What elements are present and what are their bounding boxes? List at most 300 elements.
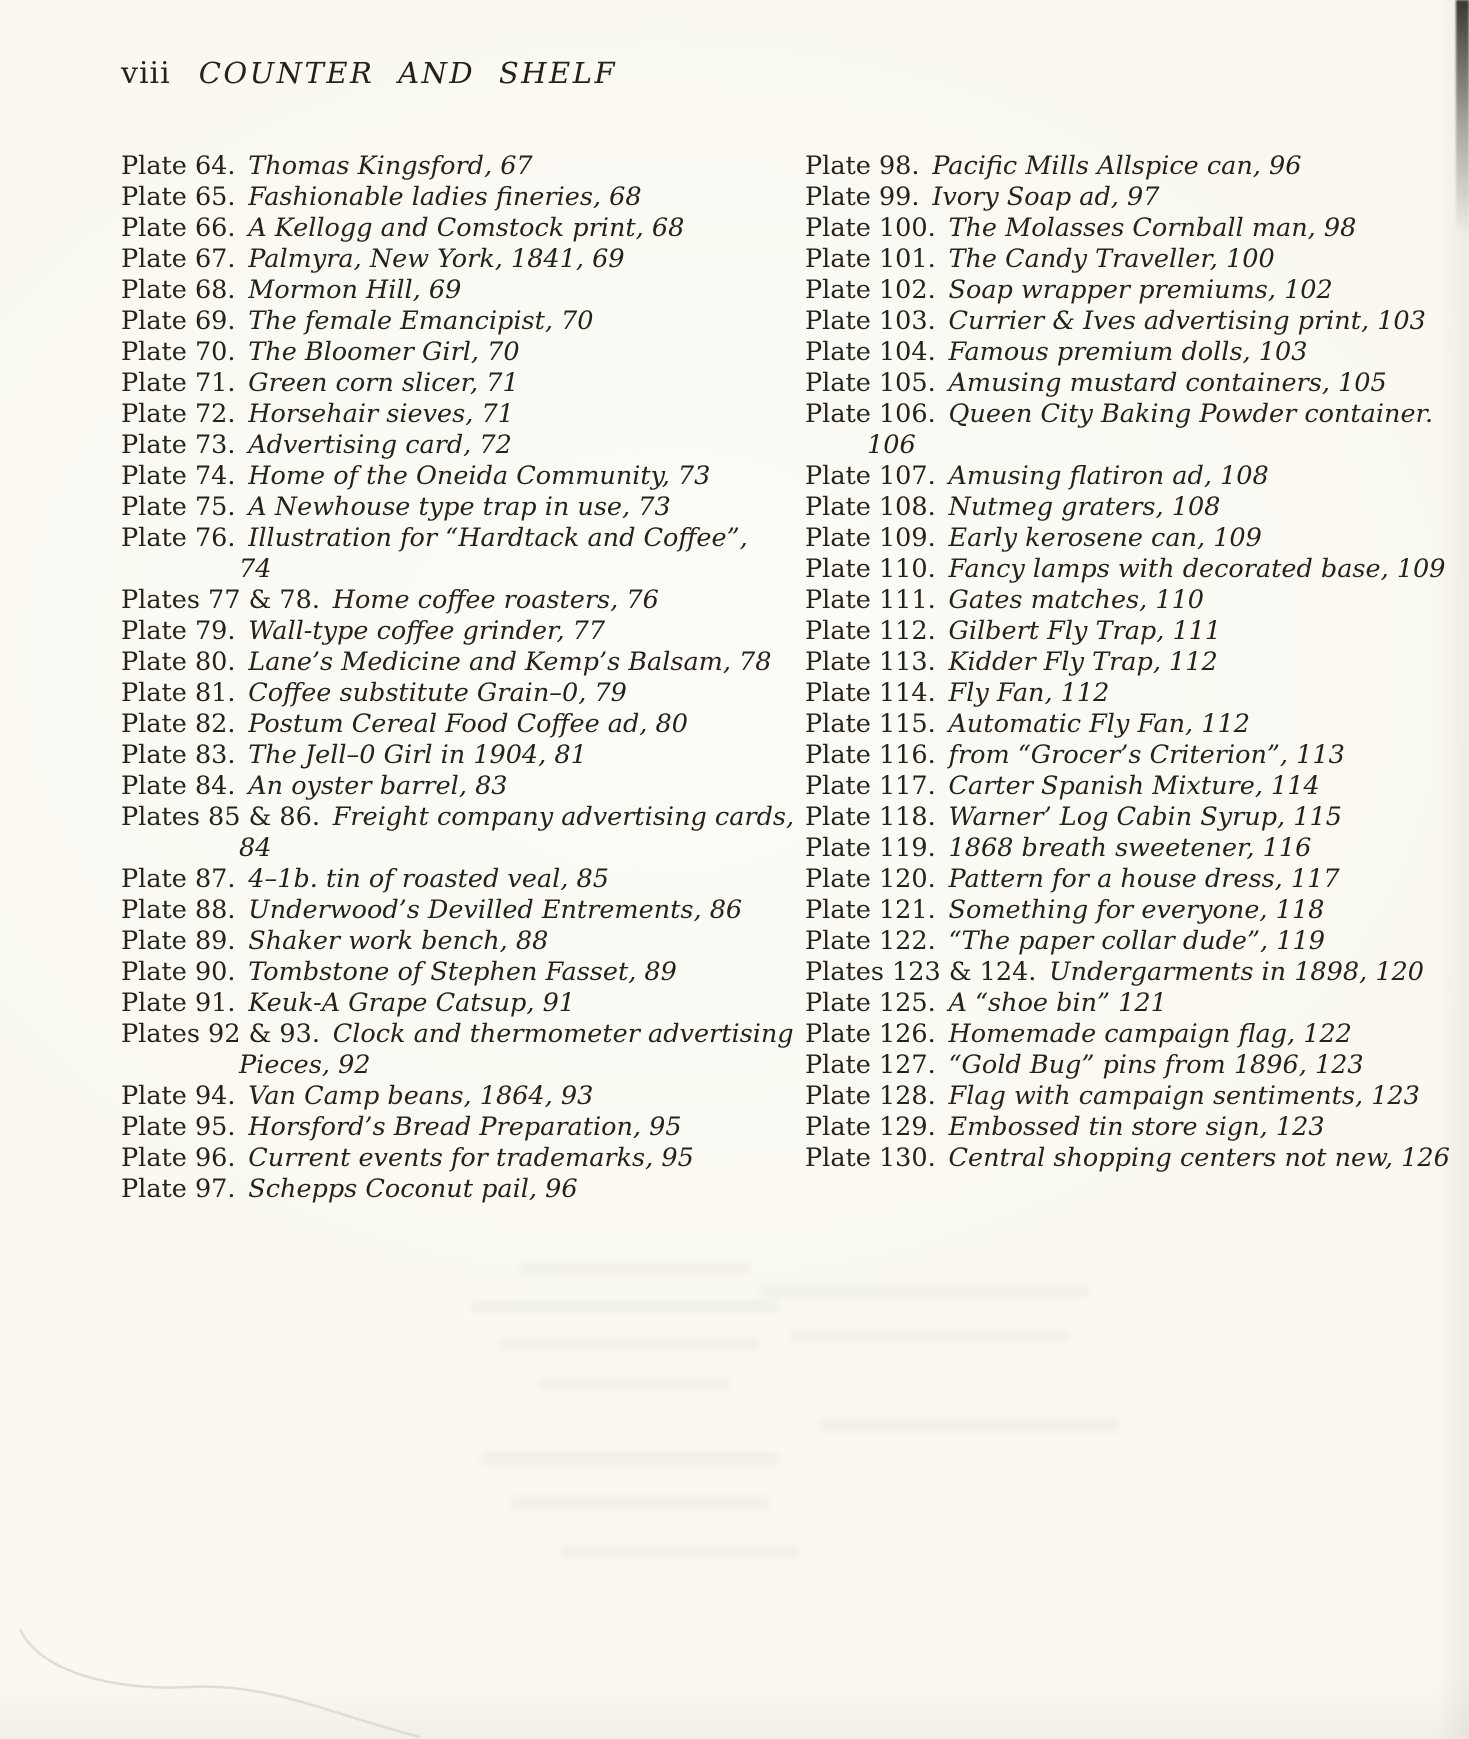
plate-entry	[121, 213, 761, 244]
plate-label: Plate 129.	[805, 1112, 936, 1142]
plate-label: Plate 74.	[121, 461, 236, 491]
plate-entry-line	[805, 864, 1469, 895]
plate-label: Plate 65.	[121, 182, 236, 212]
plate-label: Plate 98.	[805, 151, 920, 181]
plate-entry	[805, 399, 1469, 461]
plate-page-number: 93	[560, 1081, 594, 1111]
plate-entry	[805, 740, 1469, 771]
plate-label: Plate 102.	[805, 275, 936, 305]
plate-entry-line	[805, 492, 1469, 523]
plate-entry	[805, 585, 1469, 616]
plate-title: Embossed tin store sign,	[948, 1112, 1268, 1142]
plate-entry	[121, 740, 761, 771]
plate-title: Pacific Mills Allspice can,	[932, 151, 1261, 181]
plate-title: Keuk-A Grape Catsup,	[248, 988, 535, 1018]
plate-entry	[121, 616, 761, 647]
plate-entry-line	[805, 1081, 1469, 1112]
plate-page-number: 123	[1314, 1050, 1364, 1080]
plate-title: Thomas Kingsford,	[248, 151, 493, 181]
plate-title: Gates matches,	[948, 585, 1148, 615]
plate-entry	[805, 802, 1469, 833]
plate-entry	[805, 1081, 1469, 1112]
plate-title: Freight company advertising cards,	[332, 802, 795, 832]
plate-entry	[121, 368, 761, 399]
plate-entry	[121, 306, 761, 337]
plate-title: A “shoe bin”	[948, 988, 1111, 1018]
plate-entry-line	[805, 1050, 1469, 1081]
plate-entry	[805, 306, 1469, 337]
plate-entry-line	[805, 182, 1469, 213]
plate-title: Illustration for “Hardtack and Coffee”,	[248, 523, 748, 553]
plate-entry-line	[121, 1143, 761, 1174]
plate-title: Kidder Fly Trap,	[948, 647, 1161, 677]
plate-title: Fancy lamps with decorated base,	[948, 554, 1389, 584]
plate-entry-line	[121, 1081, 761, 1112]
plate-page-number: 112	[1060, 678, 1110, 708]
plate-label: Plate 70.	[121, 337, 236, 367]
plate-entry	[121, 151, 761, 182]
plate-label: Plate 113.	[805, 647, 936, 677]
plate-entry-line	[121, 864, 761, 895]
plate-title: Van Camp beans, 1864,	[248, 1081, 553, 1111]
plate-title: Advertising card,	[248, 430, 472, 460]
plate-entry-line	[121, 802, 795, 833]
plate-page-number: 98	[1323, 213, 1357, 243]
plate-title: Homemade campaign flag,	[948, 1019, 1296, 1049]
plate-entry-line	[805, 833, 1469, 864]
plate-entry	[121, 1143, 761, 1174]
plate-page-number: 88	[515, 926, 549, 956]
plate-label: Plate 108.	[805, 492, 936, 522]
plate-page-number: 97	[1127, 182, 1160, 212]
plate-page-number: 120	[1375, 957, 1424, 987]
plate-entry-line	[121, 895, 761, 926]
plate-label: Plate 91.	[121, 988, 236, 1018]
plate-label: Plate 84.	[121, 771, 236, 801]
plate-entry-line	[121, 616, 761, 647]
plate-entry-line	[805, 771, 1469, 802]
plate-title: Pattern for a house dress,	[948, 864, 1283, 894]
plate-title: Home of the Oneida Community,	[248, 461, 670, 491]
plate-entry-line	[805, 275, 1469, 306]
plate-title: Shaker work bench,	[248, 926, 508, 956]
plate-page-number: 109	[1396, 554, 1446, 584]
plate-page-number: 117	[1290, 864, 1340, 894]
plate-page-number: 110	[1155, 585, 1205, 615]
plate-entry-line	[121, 492, 761, 523]
bleed-through-smudge	[480, 1452, 780, 1466]
scan-edge-shadow	[1456, 0, 1469, 235]
plate-entry-line	[121, 461, 761, 492]
plate-label: Plate 97.	[121, 1174, 236, 1204]
plate-title: The Molasses Cornball man,	[948, 213, 1316, 243]
plate-page-number: 115	[1293, 802, 1342, 832]
plate-title: A Kellogg and Comstock print,	[248, 213, 644, 243]
plate-page-number: 119	[1276, 926, 1325, 956]
plate-title: Postum Cereal Food Coffee ad,	[248, 709, 648, 739]
bleed-through-smudge	[560, 1545, 800, 1559]
plate-page-number: 100	[1226, 244, 1275, 274]
plate-title: Clock and thermometer advertising	[332, 1019, 794, 1049]
plate-page-number: 121	[1118, 988, 1167, 1018]
plate-entry-line	[805, 988, 1469, 1019]
plate-entry	[121, 802, 795, 864]
plate-label: Plate 90.	[121, 957, 236, 987]
plate-entry-line	[805, 616, 1469, 647]
plate-page-number: 73	[677, 461, 711, 491]
plate-title: An oyster barrel,	[248, 771, 467, 801]
plate-label: Plate 79.	[121, 616, 236, 646]
plate-title: Mormon Hill,	[248, 275, 421, 305]
plate-entry	[805, 1050, 1469, 1081]
plate-entry	[121, 585, 761, 616]
plate-label: Plate 72.	[121, 399, 236, 429]
plate-page-number: 96	[545, 1174, 578, 1204]
plate-entry	[805, 833, 1469, 864]
plate-page-number: 95	[661, 1143, 694, 1173]
plate-entry-line	[805, 306, 1469, 337]
plate-entry-line	[121, 957, 761, 988]
plate-label: Plate 116.	[805, 740, 936, 770]
plate-entry-line	[805, 585, 1469, 616]
plate-label: Plate 110.	[805, 554, 936, 584]
plate-label: Plate 69.	[121, 306, 236, 336]
plate-entry-line	[121, 151, 761, 182]
plate-label: Plate 104.	[805, 337, 936, 367]
plate-label: Plate 82.	[121, 709, 236, 739]
plate-title: Soap wrapper premiums,	[948, 275, 1276, 305]
plate-entry	[805, 616, 1469, 647]
plate-entry	[805, 771, 1469, 802]
plate-entry	[805, 1143, 1469, 1174]
plate-page-number: 116	[1262, 833, 1312, 863]
plate-entry	[121, 275, 761, 306]
plate-page-number: 109	[1213, 523, 1262, 553]
bleed-through-smudge	[790, 1330, 1070, 1343]
bleed-through-smudge	[500, 1338, 760, 1351]
plate-label: Plate 87.	[121, 864, 236, 894]
plate-label: Plate 96.	[121, 1143, 236, 1173]
plate-entry-line	[121, 213, 761, 244]
plate-entry	[121, 1174, 761, 1205]
plate-title: Famous premium dolls,	[948, 337, 1251, 367]
plate-title: Currier & Ives advertising print,	[948, 306, 1370, 336]
running-head	[121, 56, 617, 91]
plate-entry-line	[805, 151, 1469, 182]
plate-entry	[121, 1019, 794, 1081]
plate-page-number: 114	[1271, 771, 1320, 801]
plate-entry	[805, 461, 1469, 492]
plate-title: Schepps Coconut pail,	[248, 1174, 538, 1204]
plate-label: Plate 115.	[805, 709, 936, 739]
plate-title: from “Grocer’s Criterion”,	[948, 740, 1289, 770]
plate-entry-line	[121, 926, 761, 957]
plate-entry-line	[121, 399, 761, 430]
plate-label: Plate 122.	[805, 926, 936, 956]
plate-page-number: 70	[487, 337, 520, 367]
plate-label: Plate 114.	[805, 678, 936, 708]
plate-entry	[805, 182, 1469, 213]
plate-entry	[805, 337, 1469, 368]
plate-entry	[121, 244, 761, 275]
plate-entry-line	[805, 895, 1469, 926]
plate-page-number: 89	[644, 957, 677, 987]
plate-entry	[121, 709, 761, 740]
plate-entry	[121, 771, 761, 802]
plate-page-number: 103	[1258, 337, 1308, 367]
plate-title: Queen City Baking Powder container.	[948, 399, 1434, 429]
plate-page-number: 123	[1275, 1112, 1325, 1142]
plate-entry	[805, 368, 1469, 399]
plate-page-number: 112	[1169, 647, 1218, 677]
plate-entry	[121, 337, 761, 368]
plate-entry-line	[121, 988, 761, 1019]
plate-continuation-line: 84	[239, 833, 272, 863]
plate-entry	[121, 461, 761, 492]
plate-entry-line	[121, 337, 761, 368]
plate-page-number: 108	[1171, 492, 1221, 522]
plate-page-number: 78	[739, 647, 772, 677]
plate-page-number: 76	[626, 585, 659, 615]
plate-entry-line	[121, 709, 761, 740]
plate-entry-line	[805, 678, 1469, 709]
bleed-through-smudge	[520, 1262, 750, 1275]
plate-entry	[121, 895, 761, 926]
plate-entry	[805, 895, 1469, 926]
plate-page-number: 80	[655, 709, 688, 739]
plate-page-number: 108	[1220, 461, 1269, 491]
plate-title: The Bloomer Girl,	[248, 337, 480, 367]
page-crease-line	[0, 1629, 470, 1739]
plate-entry	[121, 399, 761, 430]
plate-entry	[805, 275, 1469, 306]
plate-label: Plate 106.	[805, 399, 936, 429]
plate-entry	[805, 244, 1469, 275]
plate-title: 4–1b. tin of roasted veal,	[248, 864, 569, 894]
plate-entry-line	[121, 430, 761, 461]
plate-title: Horsehair sieves,	[248, 399, 474, 429]
plate-page-number: 70	[561, 306, 594, 336]
plate-title: Ivory Soap ad,	[932, 182, 1119, 212]
plate-entry-line	[121, 585, 761, 616]
plate-page-number: 69	[428, 275, 462, 305]
plate-label: Plate 128.	[805, 1081, 936, 1111]
plate-title: Gilbert Fly Trap,	[948, 616, 1165, 646]
plate-title: The female Emancipist,	[248, 306, 553, 336]
plate-page-number: 83	[475, 771, 508, 801]
plate-page-number: 102	[1284, 275, 1333, 305]
plate-title: 1868 breath sweetener,	[948, 833, 1255, 863]
folio-page-number: viii	[121, 56, 171, 91]
plate-label: Plates 92 & 93.	[121, 1019, 320, 1049]
plate-page-number: 71	[481, 399, 514, 429]
plate-label: Plate 71.	[121, 368, 236, 398]
plate-label: Plate 66.	[121, 213, 236, 243]
plate-label: Plate 80.	[121, 647, 236, 677]
plate-label: Plate 95.	[121, 1112, 236, 1142]
plate-entry-line	[805, 461, 1469, 492]
plate-entry	[805, 988, 1469, 1019]
plate-entry	[121, 864, 761, 895]
plate-label: Plate 73.	[121, 430, 236, 460]
plate-entry-line	[121, 275, 761, 306]
plate-page-number: 86	[709, 895, 743, 925]
plate-entry-line	[805, 1143, 1469, 1174]
plate-entry-line	[805, 802, 1469, 833]
plate-title: Fly Fan,	[948, 678, 1053, 708]
plate-page-number: 112	[1201, 709, 1250, 739]
plate-entry	[121, 647, 772, 678]
plate-page-number: 111	[1172, 616, 1222, 646]
plate-title: Horsford’s Bread Preparation,	[248, 1112, 642, 1142]
plate-page-number: 85	[576, 864, 609, 894]
plate-page-number: 118	[1275, 895, 1325, 925]
plate-title: Amusing mustard containers,	[948, 368, 1330, 398]
plate-entry	[805, 709, 1469, 740]
plate-entry-line	[121, 182, 761, 213]
plate-title: Undergarments in 1898,	[1049, 957, 1368, 987]
plate-entry	[121, 182, 761, 213]
plate-page-number: 69	[592, 244, 625, 274]
plate-label: Plate 75.	[121, 492, 236, 522]
plate-entry-line	[121, 678, 761, 709]
plate-title: Wall-type coffee grinder,	[248, 616, 565, 646]
plate-entry	[805, 554, 1469, 585]
plate-title: The Jell–0 Girl in 1904,	[248, 740, 547, 770]
plate-title: Nutmeg graters,	[948, 492, 1164, 522]
plate-page-number: 96	[1268, 151, 1302, 181]
plate-label: Plate 125.	[805, 988, 936, 1018]
plate-page-number: 113	[1296, 740, 1345, 770]
plate-page-number: 103	[1377, 306, 1426, 336]
plate-page-number: 67	[500, 151, 533, 181]
plate-entry-line	[805, 1112, 1469, 1143]
plate-page-number: 95	[649, 1112, 682, 1142]
plate-entry	[121, 957, 761, 988]
plate-entry-line	[121, 740, 761, 771]
plate-entry	[121, 988, 761, 1019]
plate-list-left-column	[121, 151, 795, 1205]
plate-entry-line	[805, 1019, 1469, 1050]
plate-entry-line	[805, 647, 1469, 678]
plate-entry	[805, 678, 1469, 709]
plate-entry	[805, 492, 1469, 523]
plate-entry-line	[121, 523, 761, 554]
plate-entry	[805, 647, 1469, 678]
plate-entry-line	[805, 213, 1469, 244]
plate-page-number: 71	[486, 368, 519, 398]
plate-page-number: 77	[572, 616, 606, 646]
plate-entry	[805, 864, 1469, 895]
plate-label: Plate 109.	[805, 523, 936, 553]
plate-entry	[121, 1081, 761, 1112]
plate-title: Current events for trademarks,	[248, 1143, 654, 1173]
plate-page-number: 73	[638, 492, 671, 522]
plate-label: Plate 81.	[121, 678, 236, 708]
plate-title: The Candy Traveller,	[948, 244, 1218, 274]
plate-title: Early kerosene can,	[948, 523, 1206, 553]
plate-title: Lane’s Medicine and Kemp’s Balsam,	[248, 647, 731, 677]
plate-entry	[121, 430, 761, 461]
plate-entry	[121, 926, 761, 957]
plate-label: Plate 99.	[805, 182, 920, 212]
plate-entry	[121, 678, 761, 709]
plate-page-number: 79	[594, 678, 627, 708]
plate-label: Plate 119.	[805, 833, 936, 863]
plate-entry	[805, 213, 1469, 244]
plate-continuation-line: 74	[239, 554, 272, 584]
plate-entry	[121, 492, 761, 523]
bleed-through-smudge	[540, 1378, 730, 1391]
plate-title: Home coffee roasters,	[332, 585, 619, 615]
plate-page-number: 91	[542, 988, 576, 1018]
plate-label: Plate 67.	[121, 244, 236, 274]
plate-title: Palmyra, New York, 1841,	[248, 244, 584, 274]
plate-label: Plate 100.	[805, 213, 936, 243]
plate-title: “The paper collar dude”,	[948, 926, 1269, 956]
bleed-through-smudge	[820, 1418, 1120, 1432]
plate-label: Plate 126.	[805, 1019, 936, 1049]
plate-continuation-line: 106	[867, 430, 916, 460]
plate-entry	[121, 523, 761, 585]
plate-entry-line	[805, 399, 1469, 430]
plate-title: Central shopping centers not new,	[948, 1143, 1394, 1173]
plate-title: Green corn slicer,	[248, 368, 479, 398]
plate-page-number: 126	[1401, 1143, 1450, 1173]
plate-label: Plate 118.	[805, 802, 936, 832]
plate-entry-line	[805, 926, 1469, 957]
plate-label: Plate 107.	[805, 461, 936, 491]
plate-label: Plate 103.	[805, 306, 936, 336]
plate-label: Plate 101.	[805, 244, 936, 274]
plate-label: Plate 64.	[121, 151, 236, 181]
plate-entry	[121, 1112, 761, 1143]
plate-title: Warner’ Log Cabin Syrup,	[948, 802, 1286, 832]
plate-label: Plates 77 & 78.	[121, 585, 320, 615]
plate-entry-line	[805, 368, 1469, 399]
plate-entry-line	[805, 740, 1469, 771]
plate-entry	[805, 523, 1469, 554]
plate-page-number: 123	[1371, 1081, 1420, 1111]
plate-label: Plate 76.	[121, 523, 236, 553]
plate-entry	[805, 1019, 1469, 1050]
plate-entry-line	[805, 337, 1469, 368]
plate-entry-line	[121, 647, 772, 678]
plate-entry-line	[805, 957, 1469, 988]
plate-label: Plate 117.	[805, 771, 936, 801]
bleed-through-smudge	[760, 1285, 1090, 1298]
bleed-through-smudge	[510, 1496, 770, 1510]
plate-page-number: 72	[479, 430, 512, 460]
plate-label: Plate 111.	[805, 585, 936, 615]
plate-label: Plate 105.	[805, 368, 936, 398]
plate-title: Flag with campaign sentiments,	[948, 1081, 1364, 1111]
plate-page-number: 105	[1338, 368, 1387, 398]
plate-label: Plate 130.	[805, 1143, 936, 1173]
plate-title: A Newhouse type trap in use,	[248, 492, 631, 522]
plate-entry-line	[121, 1174, 761, 1205]
plate-entry-line	[121, 244, 761, 275]
plate-page-number: 122	[1303, 1019, 1352, 1049]
plate-entry-line	[121, 771, 761, 802]
plate-title: Something for everyone,	[948, 895, 1268, 925]
plate-title: Coffee substitute Grain–0,	[248, 678, 587, 708]
plate-label: Plates 123 & 124.	[805, 957, 1037, 987]
plate-continuation-line: Pieces, 92	[239, 1050, 371, 1080]
plate-entry	[805, 957, 1469, 988]
plate-title: Tombstone of Stephen Fasset,	[248, 957, 637, 987]
plate-entry-line	[121, 368, 761, 399]
